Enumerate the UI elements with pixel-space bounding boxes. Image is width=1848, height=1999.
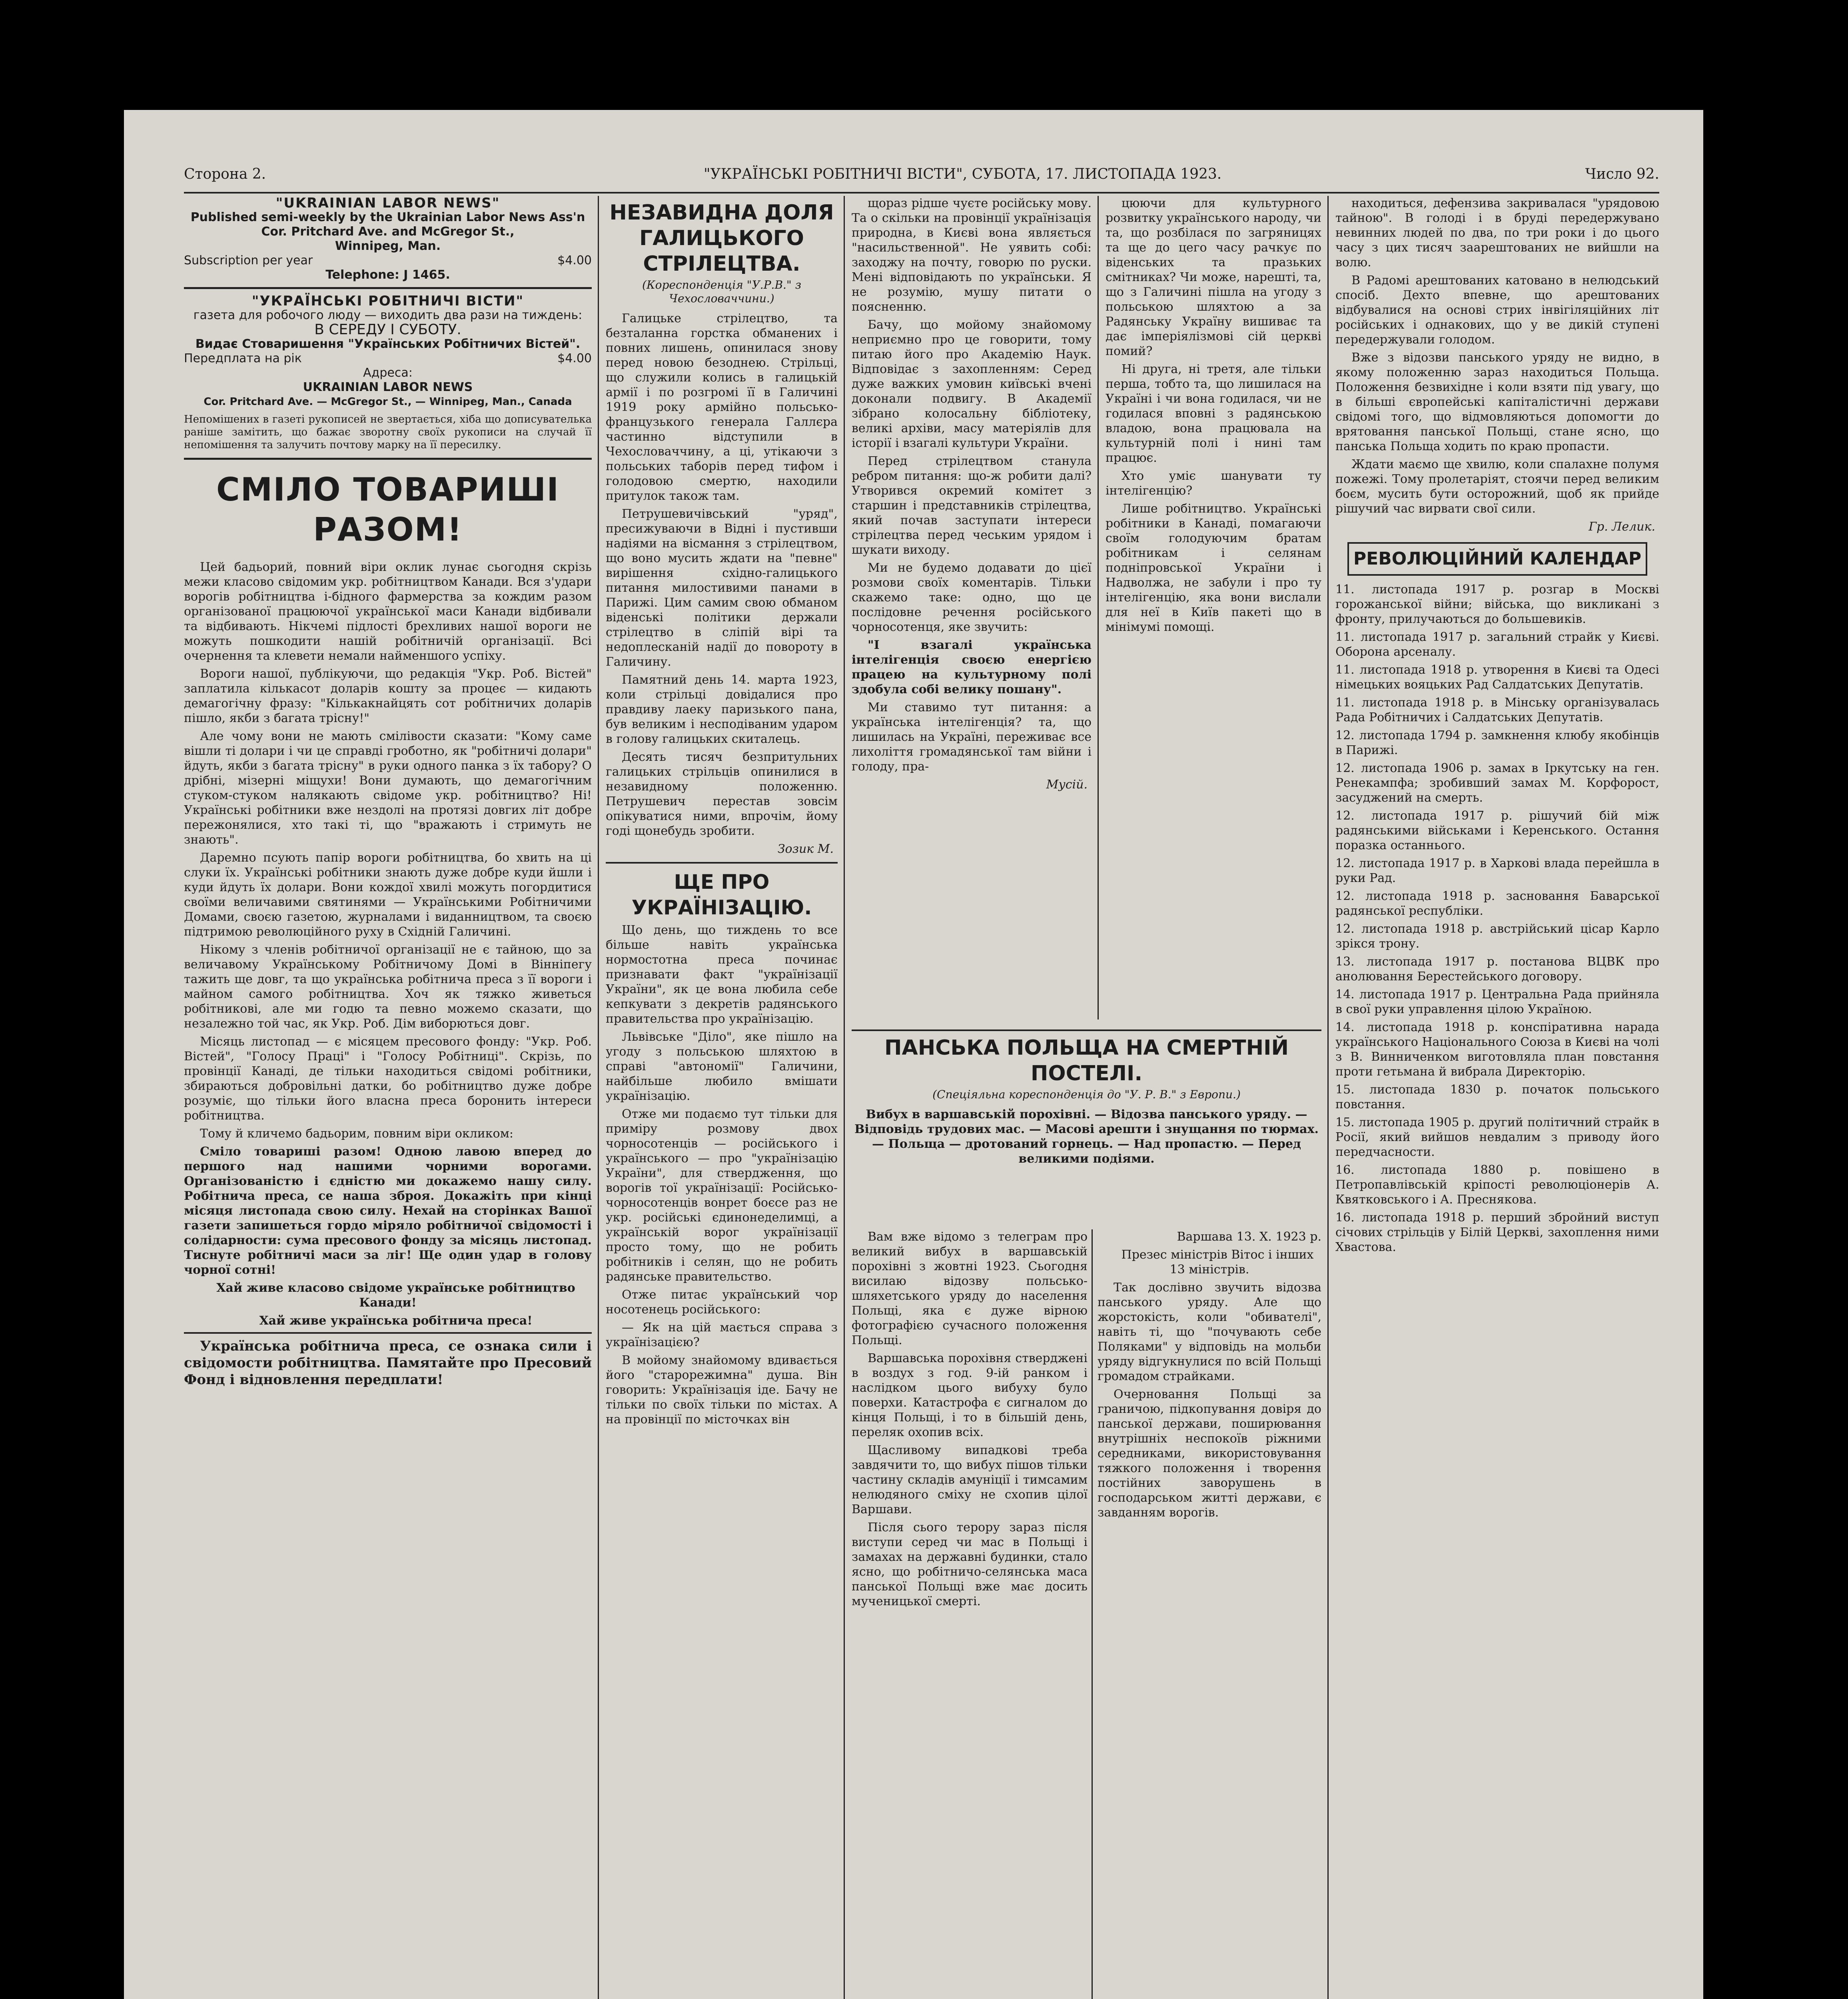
masthead-ua (184, 294, 592, 409)
calendar-entry: 12. листопада 1917 р. в Харкові влада перейшла в руки Рад. (1335, 856, 1659, 885)
address-label: Адреса: (363, 366, 413, 380)
col5-p1: цюючи для культурного розвитку українського народу, чи та, що розбілася по загряницях та ще до цего часу рачкує по віденських та празьких смітниках? Чи може, нарешті, та, що з Галичині пішла на угоду з польською шляхтою а за Радянську Україну вишиває та дає імперіялізмові сій церкві помий? (1106, 196, 1321, 358)
article4-head (852, 1029, 1321, 1229)
article4-lead: Вибух в варшавській порохівні. — Відозва панського уряду. — Відповідь трудових мас. — Масові арешти і знущання по тюрмах. — Польща — дротований горнець. — Над пропастю. — Перед великими подіями. (854, 1107, 1319, 1166)
calendar-entry: 14. листопада 1918 р. конспіративна нарада українського Національного Союза в Києві на чолі з В. Винниченком виготовляла план повстання проти гетьмана й вибрала Директорію. (1335, 1020, 1659, 1079)
article4-p4: Презес міністрів Вітос і інших 13 міністрів. (1121, 1248, 1314, 1277)
calendar-entry: 12. листопада 1918 р. засновання Баварської радянської республіки. (1335, 889, 1659, 918)
masthead-en-line3: Winnipeg, Man. (335, 239, 441, 253)
column-1 (184, 196, 592, 1999)
address-line: Cor. Pritchard Ave. — McGregor St., — Winnipeg, Man., Canada (204, 396, 572, 408)
subscription-label-ua: Передплата на рік (184, 351, 302, 365)
col4-quote: "І взагалі українська інтелігенція своєю енергією працею на культурному полі здобула собі велику пошану". (852, 638, 1092, 696)
article4-p7: Після сього терору зараз після виступи серед чи мас в Польщі і замахах на державні будинки, стало ясно, що робітничо-селянська маса панської Польщі вже має досить мученицької смерті. (852, 1520, 1088, 1608)
col4-signature: Мусій. (1046, 778, 1088, 792)
article1-p6: Місяць листопад — є місяцем пресового фонду: "Укр. Роб. Вістей", "Голосу Праці" і "Голосу Робітниці". Скрізь, по провінції Канаді, де тільки находиться свідомі робітники, збираються добровільні датки, бо робітництво дуже добре розуміє, що тільки його власна преса боронить інтереси робітництва. (184, 1035, 592, 1123)
column-rule-3 (1098, 196, 1099, 1019)
article2-subtitle: (Кореспонденція "У.Р.В." з Чехословаччини.) (642, 278, 801, 305)
calendar-entry: 11. листопада 1917 р. загальний страйк у Києві. Оборона арсеналу. (1335, 630, 1659, 659)
calendar-entry: 11. листопада 1917 р. розгар в Москві горожанської війни; війська, що викликані з фронту, прилучаються до большевиків. (1335, 583, 1659, 626)
address-name: UKRAINIAN LABOR NEWS (303, 380, 473, 394)
article4-col-b (1098, 1229, 1321, 1999)
article4-p6: Щасливому випадкові треба завдячити то, що вибух пішов тільки частину складів амуніції і тимсамим нелюдяного сміху не схопив цілої Варшави. (852, 1443, 1088, 1516)
article1-p10: Хай живе українська робітнича преса! (259, 1314, 533, 1328)
article4-top-rule (852, 1029, 1321, 1031)
article1-p7: Тому й кличемо бадьорим, повним віри окликом: (200, 1127, 514, 1141)
page-header (184, 166, 1659, 190)
column-2 (606, 196, 838, 1999)
calendar-entry: 15. листопада 1905 р. другий політичний страйк в Росії, який вийшов невдалим з приводу його передчасности. (1335, 1115, 1659, 1159)
column-4-upper (1106, 196, 1321, 1019)
calendar-list (1335, 582, 1659, 1255)
article4-p8: Очерновання Польщі за граничою, підкопування довіря до панської держави, поширювання внутрішніх неспокоїв ріжними середниками, використовування тяжкого положення і творення постійних заворушень в господарськом житті держави, є завданням ворогів. (1098, 1387, 1321, 1520)
calendar-entry: 13. листопада 1917 р. постанова ВЦВК про анолювання Берестейського договору. (1335, 955, 1659, 984)
calendar-title-box (1347, 542, 1647, 576)
page-number: Сторона 2. (184, 166, 266, 182)
telephone: Telephone: J 1465. (325, 268, 450, 282)
calendar-title: РЕВОЛЮЦІЙНИЙ КАЛЕНДАР (1353, 549, 1642, 569)
col4-p1: щораз рідше чуєте російську мову. Та о скільки на провінції українізація природна, в Києві вона являється "насильственной". Не уявить собі: заходжу на почту, говорю по руски. Мені відповідають по українськи. Я не розумію, мушу питати о поясненню. (852, 196, 1092, 314)
subscription-price-ua: $4.00 (557, 351, 592, 365)
masthead-en (184, 196, 592, 282)
calendar-entry: 12. листопада 1917 р. рішучий бій між радянськими військами і Керенського. Остання поразка останнього. (1335, 809, 1659, 852)
calendar-entry: 15. листопада 1830 р. початок польського повстання. (1335, 1083, 1659, 1111)
article3-title: ЩЕ ПРО УКРАЇНІЗАЦІЮ. (631, 870, 812, 919)
masthead-ua-line1: газета для робочого люду — виходить два рази на тиждень: (193, 308, 583, 322)
masthead-divider (184, 287, 592, 289)
issue-number: Число 92. (1585, 166, 1659, 182)
column-5 (1335, 196, 1659, 1999)
article4-p3: Варшава 13. Х. 1923 р. (1177, 1230, 1321, 1244)
masthead-en-line1: Published semi-weekly by the Ukrainian Labor News Ass'n (190, 210, 585, 224)
newspaper-page (124, 110, 1703, 1999)
masthead-divider-2 (184, 458, 592, 460)
article1-p5: Нікому з членів робітничої організації не є тайною, що за величавому Українському Робітничому Домі в Вінніпегу тажить ще довг, та що українська робітнича преса з її вороги і майном самого робітництва. Хоч як тяжко живеться робітникові, але ми годю та певно можемо сказати, що незалежно той час, як Укр. Роб. Дім виборються довг. (184, 943, 592, 1031)
article2-p1: Галицьке стрілецтво, та безталанна горстка обманених і повних лишень, опинилася знову перед новою безоднею. Стрільці, що служили колись в галицькій армії і по розгромі її в Галичині 1919 року армійно польсько-французького генерала Галлєра частинно відступили в Чехословаччину, а ці, утікаючи з польських таборів перед тифом і голодовою смертю, находили притулок також там. (606, 311, 838, 503)
article3-p2: Львівське "Діло", яке пішло на угоду з польською шляхтою в справі "автономії" Галичини, найбільше любило вмішати українізацію. (606, 1030, 838, 1103)
col5-p4: Лише робітництво. Українські робітники в Канаді, помагаючи своїм голодуючим братам робітникам і селянам подніпровської України і Надволжа, не забули і про ту інтелігенцію, яка вони вислали для неї в Київ пакеті що в мінімумі помощі. (1106, 502, 1321, 634)
column-rule-1 (598, 196, 599, 1999)
col5-p2: Ні друга, ні третя, але тільки перша, тобто та, що лишилася на Україні і чи вона годилася, чи не годилася вповні з радянською владою, вона працювала на культурній полі і нині там працює. (1106, 362, 1321, 465)
column-rule-2 (844, 196, 845, 1999)
article2-p3: Памятний день 14. марта 1923, коли стрільці довідалися про правдиву лаеку паризького пана, був великим і несподіваним ударом в голову галицьких скиталець. (606, 673, 838, 746)
calendar-entry: 12. листопада 1906 р. замах в Іркутську на ген. Ренекампфа; зробивший замах М. Корфорост, засуджений на смерть. (1335, 761, 1659, 805)
col6-p2: В Радомі арештованих катовано в нелюдський спосіб. Дехто впевне, що арештованих відбувалися на основі стрих інвігіляційних літ російських і однакових, що у ве дикій ступені передержували голодом. (1335, 273, 1659, 347)
article4-p2: Варшавська порохівня стверджені в воздух з год. 9-ій ранком і наслідком цього вибуху було поверхи. Катастрофа є сигналом до кінця Польщі, і то в більшій день, переляк охопив всіх. (852, 1351, 1088, 1439)
article4-p1: Вам вже відомо з телеграм про великий вибух в варшавській порохівні з жовтні 1923. Сьогодня висилаю відозву польсько-шляхетського уряду до населення Польщі, яка є дуже вірною фотографією сучасного положення Польщі. (852, 1230, 1088, 1347)
article1-p4: Даремно псують папір вороги робітництва, бо хвить на ці слуки їх. Українські робітники знають дуже добре куди йшли і куди йдуть їх долари. Вони кождої хвилі можуть погордитися своїми величавими святинями — Українськими Робітничими Домами, своєю газетою, журналами і виданництвом, та своєю підтримою революційного руху в Східній Галичині. (184, 851, 592, 939)
article2-signature: Зозик М. (777, 842, 834, 856)
article4-col-a (852, 1229, 1088, 1999)
article1-p2: Вороги нашої, публікуючи, що редакція "Укр. Роб. Вістей" заплатила кількасот доларів кошту за процеє — кидають демагогічну фразу: "Кількакнайцять сот робітничих доларів пішло, якби з багата трісну!" (184, 667, 592, 725)
col4-p3: Перед стрілецтвом станула ребром питання: що-ж робити далі? Утворився окремий комітет з старшин і представників стрілецтва, який почав заступати інтереси стрілецтва перед чеським урядом і шукати виходу. (852, 454, 1092, 557)
article1-title: СМІЛО ТОВАРИШІ РАЗОМ! (216, 471, 560, 548)
calendar-entry: 16. листопада 1918 р. перший збройний виступ січових стрільців у Білій Церкві, захоплення ними Хвастова. (1335, 1211, 1659, 1254)
article4-p5: Так дослівно звучить відозва панського уряду. Але що жорстокість, коли "обивателі", навіть ті, що "почувають себе Поляками" у відповідь на мольби уряду відгукнулися по всій Польщі громадом страйками. (1098, 1281, 1321, 1383)
subscription-label-en: Subscription per year (184, 253, 313, 267)
col6-signature: Гр. Лелик. (1589, 520, 1655, 534)
calendar-entry: 16. листопада 1880 р. повішено в Петропавлівській кріпості революціонерів А. Квятковського і А. Преснякова. (1335, 1163, 1659, 1207)
calendar-entry: 11. листопада 1918 р. в Мінську організувалась Рада Робітничих і Салдатських Депутатів. (1335, 696, 1659, 724)
article3-p4: Отже питає український чор носотенець російського: (606, 1288, 838, 1317)
article4-subtitle: (Спеціяльна кореспонденція до "У. Р. В." з Европи.) (932, 1088, 1241, 1101)
column-rule-4 (1092, 1229, 1093, 1999)
calendar-entry: 12. листопада 1918 р. австрійський цісар Карло зрікся трону. (1335, 922, 1659, 951)
article3-p6: В мойому знайомому вдивається його "старорежимна" душа. Він говорить: Українізація іде. Бачу не тільки по своїх тільки по містах. А на провінції по місточках він (606, 1353, 838, 1426)
masthead-ua-line2: В СЕРЕДУ І СУБОТУ. (314, 321, 461, 338)
masthead-ua-title: "УКРАЇНСЬКІ РОБІТНИЧІ ВІСТИ" (251, 293, 524, 309)
subscription-price-en: $4.00 (557, 253, 592, 267)
running-title: "УКРАЇНСЬКІ РОБІТНИЧІ ВІСТИ", СУБОТА, 17. ЛИСТОПАДА 1923. (704, 166, 1222, 182)
article1-p8: Сміло товариші разом! Одною лавою вперед до першого над нашими чорними ворогами. Організованістю і єдністю ми докажемо нашу силу. Робітнича преса, се наша зброя. Докажіть при кінці місяця листопада свою силу. Нехай на сторінках Вашої газети запишеться гордо міряло робітничої свідомості і солідарности: сума пресового фонду за місяць листопад. Тиснуте робітничі маси за ліг! Ще один удар в голову чорної сотні! (184, 1145, 592, 1277)
article4-title: ПАНСЬКА ПОЛЬЩА НА СМЕРТНІЙ ПОСТЕЛІ. (884, 1036, 1289, 1085)
col4-p4: Ми не будемо додавати до цієї розмови своїх коментарів. Тільки скажемо таке: одно, що це послідовне речення російського чорносотенця, яке звучить: (852, 561, 1092, 634)
editorial-note: Непомішених в газеті рукописей не звертається, хіба що дописувателька раніше замітить, що бажає зворотну своїх рукописи на случай її непомішення та залучить почтову марку на її пересилку. (184, 413, 592, 451)
article2-end-rule (606, 862, 838, 864)
closing-rule (184, 1332, 592, 1334)
article2-title: НЕЗАВИДНА ДОЛЯ ГАЛИЦЬКОГО СТРІЛЕЦТВА. (609, 201, 834, 276)
col6-p3: Вже з відозви панського уряду не видно, в якому положенню зараз находиться Польща. Положення безвихідне і коли взяти під увагу, що в більші європейські капіталістичні держави свідомі того, що відмовляються допомогти до врятовання панської Польщі, стане ясно, що панська Польща ходить по краю пропасти. (1335, 351, 1659, 453)
article1-p3: Але чому вони не мають смілівости сказати: "Кому саме вішли ті долари і чи це справді гроботно, як "робітничі долари" йдуть, якби з багата трісну" в руки одного панка з їх табору? О дрібні, мізерні міщухи! Вони думають, що демагогічним стуком-стуком налякають свідоме укр. робітництво? Ні! Українські робітники вже нездолі на протязі довгих літ добре пережонялися, хто такі ті, що "вражають і стримуть не знають". (184, 729, 592, 847)
article1-p1: Цей бадьорий, повний віри оклик лунає сьогодня скрізь межи класово свідомим укр. робітництвом Канади. Вся з'удари ворогів робітництва і-бідного фармерства за кождим разом організованої працюючої української маси Канади відбивали та відбивають. Нікчемі підлості брехливих нашої вороги не можуть пошкодити нашій робітничій організації. Всі очернення та клевети немали найменшого успіху. (184, 560, 592, 663)
col6-p1: находиться, дефензива закривалася "урядовою тайною". В голоді і в бруді передержувано невинних людей по два, по три роки і до цього часу з цих тисяч заарештованих не вийшли на волю. (1335, 196, 1659, 269)
col5-p3: Хто уміє шанувати ту інтелігенцію? (1106, 469, 1321, 498)
calendar-entry: 12. листопада 1794 р. замкнення клюбу якобінців в Парижі. (1335, 728, 1659, 757)
col4-p5: Ми ставимо тут питання: а українська інтелігенція? та, що лишилась на Україні, переживає все лихоліття громадянської там війни і голоду, пра- (852, 700, 1092, 774)
masthead-en-line2: Cor. Pritchard Ave. and McGregor St., (261, 225, 515, 239)
article2-p2: Петрушевичівський "уряд", пресижуваючи в Відні і пустивши надіями на вісмання з стрілецтвом, що воно мусить ждати на "певне" вирішення східно-галицького питання милостивими панами в Парижі. Цим самим свою обманом віденські політики держали стрілецтво в сліпій вірі та недоплесканій надії до повороту в Галичину. (606, 507, 838, 669)
article3-p5: — Як на цій мається справа з українізацією? (606, 1321, 838, 1349)
masthead-en-title: "UKRAINIAN LABOR NEWS" (275, 196, 500, 211)
article3-p3: Отже ми подаємо тут тільки для приміру розмову двох чорносотенців — російського і українського — про "українізацію України", для ствердження, що ворогів тої українізації: Російсько-чорносотенців вонрет боєсе раз не укр. російські єдинонеделимці, а українській ворог українізації просто тому, що не робить робітників і селян, що не робить радянське правительство. (606, 1107, 838, 1284)
column-rule-5 (1327, 196, 1329, 1999)
article1-p9: Хай живе класово свідоме українське робітництво Канади! (216, 1281, 575, 1310)
calendar-entry: 14. листопада 1917 р. Центральна Рада прийняла в свої руки управлення цілою Україною. (1335, 988, 1659, 1016)
header-rule (184, 192, 1659, 194)
article1-closing: Українська робітнича преса, се ознака сили і свідомости робітництва. Памятайте про Пресовий Фонд і відновлення передплати! (184, 1338, 592, 1388)
article3-p1: Що день, що тиждень то все більше навіть українська нормостотна преса починає признавати факт "українізації України", як це вона любила себе кепкувати з декретів радянського правительства про українізацію. (606, 923, 838, 1026)
article2-p4: Десять тисяч безпритульних галицьких стрільців опинилися в незавидному положенню. Петрушевич перестав зовсім опікуватися ними, впрочім, йому годі щонебудь зробити. (606, 750, 838, 838)
masthead-ua-line3: Видає Стоваришення "Українських Робітничих Вістей". (195, 337, 581, 351)
col4-p2: Бачу, що мойому знайомому неприємно про це говорити, тому питаю його про Академію Наук. Відповідає з захопленням: Серед дуже важких умовин київські вчені доконали подвигу. В Академії зібрано колосальну бібліотеку, великі архіви, масу матеріялів для історії і взагалі культури України. (852, 318, 1092, 450)
calendar-entry: 11. листопада 1918 р. утворення в Києві та Одесі німецьких вояцьких Рад Салдатських Депутатів. (1335, 663, 1659, 692)
col6-p4: Ждати маємо ще хвилю, коли спалахне полумя пожежі. Тому пролетаріят, стоячи перед великим боєм, мусить бути осторожний, щоб як прийде рішучий час вирвати свої сили. (1335, 457, 1659, 516)
